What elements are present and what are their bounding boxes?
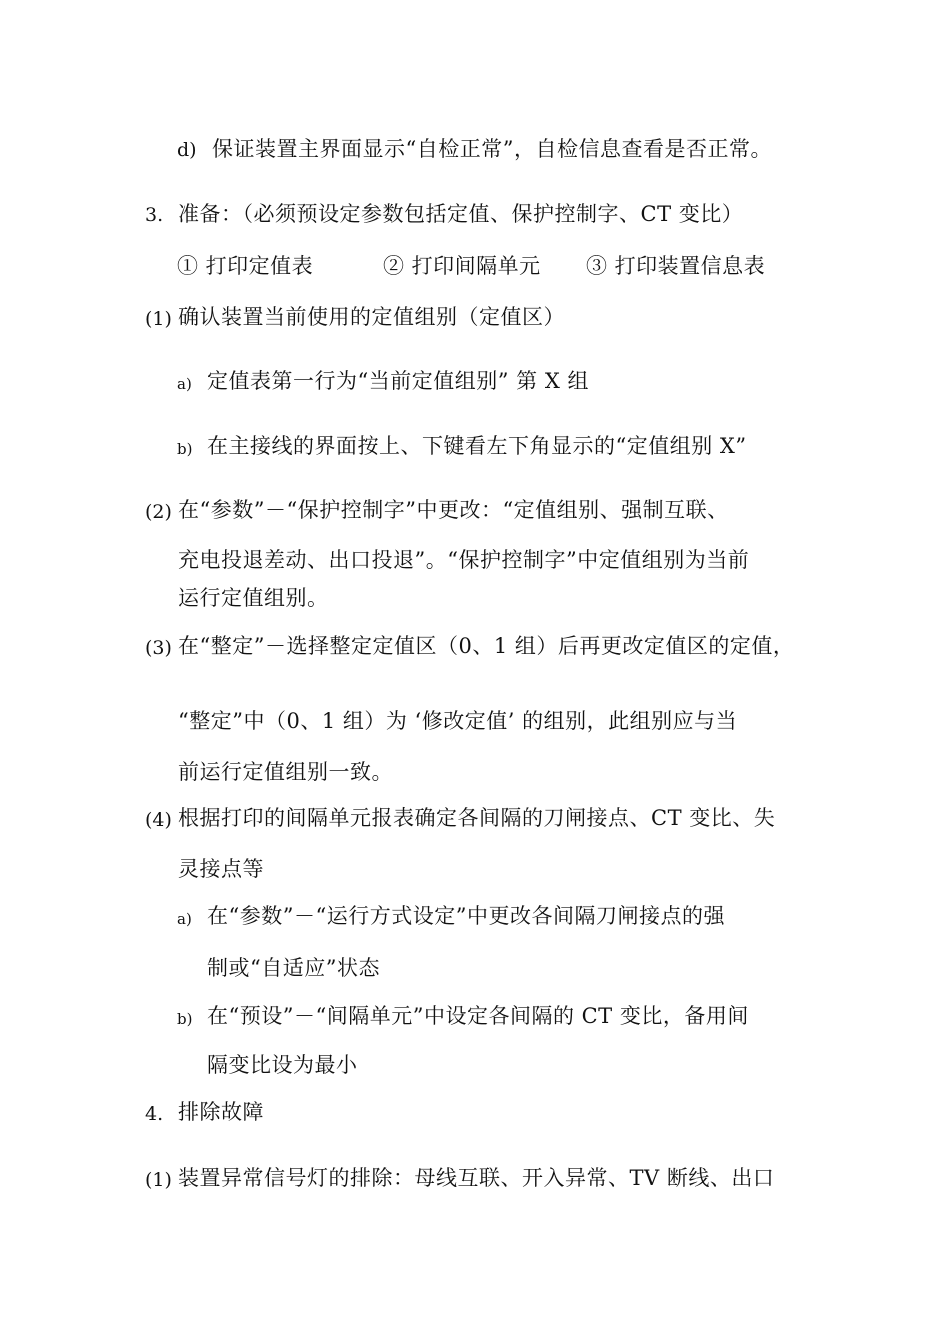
sub-text-4b-line1: 在“预设”－“间隔单元”中设定各间隔的 CT 变比，备用间 <box>207 1004 749 1028</box>
sub-text-1a: 定值表第一行为“当前定值组别” 第 X 组 <box>207 369 589 393</box>
list-text-4-line2: 灵接点等 <box>178 857 264 881</box>
sub-text-4b-line2: 隔变比设为最小 <box>207 1053 358 1077</box>
list-text-3-line1: 在“整定”－选择整定定值区（0、1 组）后再更改定值区的定值， <box>178 634 795 658</box>
sub-marker-4b: b) <box>177 1010 193 1028</box>
item-text-d: 保证装置主界面显示“自检正常”，自检信息查看是否正常。 <box>212 137 772 161</box>
print-item-2: ② 打印间隔单元 <box>383 254 541 278</box>
item-marker-d: d) <box>177 139 197 161</box>
sub-text-4a-line2: 制或“自适应”状态 <box>207 956 380 980</box>
list-text-3-line3: 前运行定值组别一致。 <box>178 760 393 784</box>
sub-text-1b: 在主接线的界面按上、下键看左下角显示的“定值组别 X” <box>207 434 747 458</box>
list-marker-q1: (1) <box>145 1169 172 1191</box>
sub-text-4a-line1: 在“参数”－“运行方式设定”中更改各间隔刀闸接点的强 <box>207 904 725 928</box>
list-text-2-line2: 充电投退差动、出口投退”。“保护控制字”中定值组别为当前 <box>178 548 750 572</box>
section-marker-3: 3. <box>145 204 164 226</box>
list-text-2-line3: 运行定值组别。 <box>178 586 329 610</box>
list-marker-4: (4) <box>145 809 172 831</box>
sub-marker-1b: b) <box>177 440 193 458</box>
list-text-4-line1: 根据打印的间隔单元报表确定各间隔的刀闸接点、CT 变比、失 <box>178 806 776 830</box>
list-marker-1: (1) <box>145 308 172 330</box>
list-text-3-line2: “整定”中（0、1 组）为 ‘修改定值’ 的组别，此组别应与当 <box>178 709 738 733</box>
list-marker-3: (3) <box>145 637 172 659</box>
print-item-1: ① 打印定值表 <box>177 254 314 278</box>
list-text-1: 确认装置当前使用的定值组别（定值区） <box>178 305 565 329</box>
section-heading-4: 排除故障 <box>178 1100 264 1124</box>
list-marker-2: (2) <box>145 501 172 523</box>
list-text-q1: 装置异常信号灯的排除：母线互联、开入异常、TV 断线、出口 <box>178 1166 775 1190</box>
sub-marker-1a: a) <box>177 375 192 393</box>
print-item-3: ③ 打印装置信息表 <box>586 254 766 278</box>
sub-marker-4a: a) <box>177 910 192 928</box>
section-heading-3: 准备：（必须预设定参数包括定值、保护控制字、CT 变比） <box>178 202 744 226</box>
list-text-2-line1: 在“参数”－“保护控制字”中更改：“定值组别、强制互联、 <box>178 498 729 522</box>
section-marker-4: 4. <box>145 1103 164 1125</box>
